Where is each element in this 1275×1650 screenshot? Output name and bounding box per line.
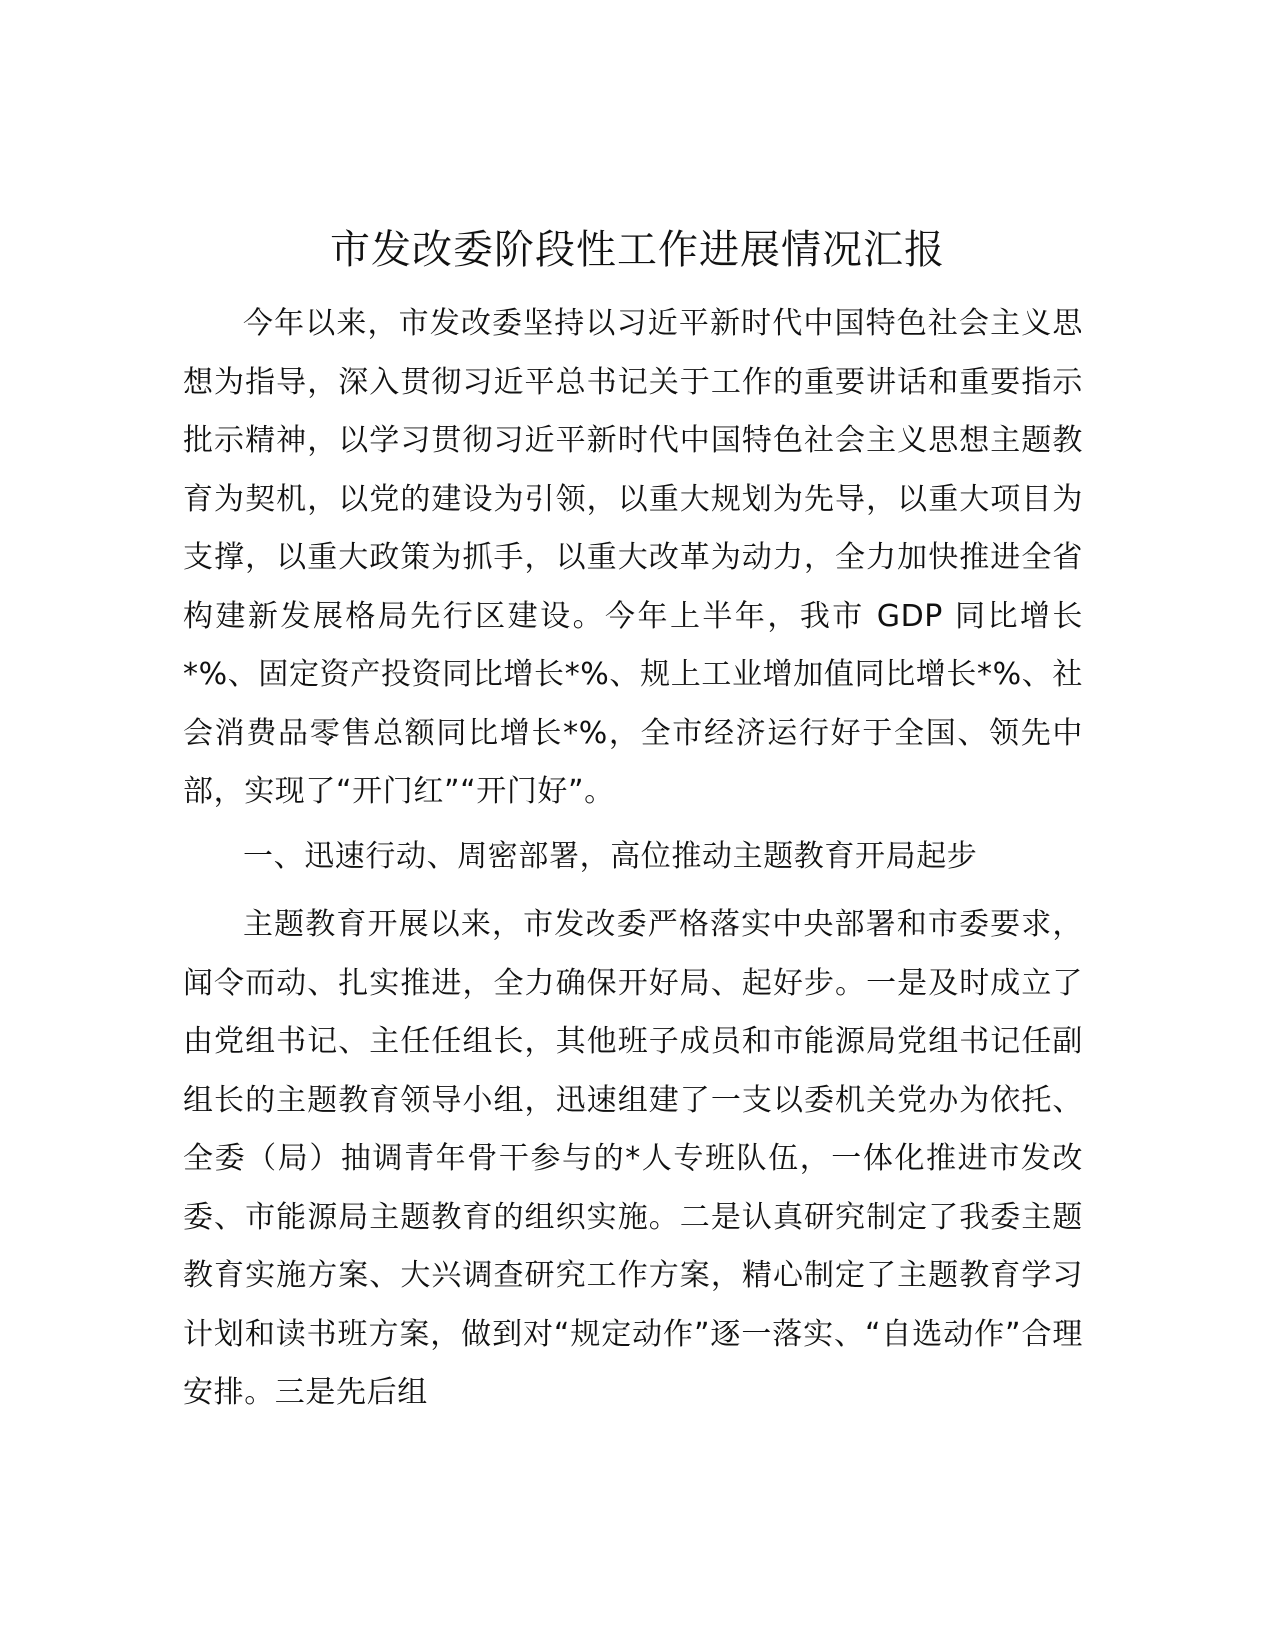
section-heading: 一、迅速行动、周密部署，高位推动主题教育开局起步 [243, 838, 978, 874]
intro-paragraph: 今年以来，市发改委坚持以习近平新时代中国特色社会主义思想为指导，深入贯彻习近平总书记关于工作的重要讲话和重要指示批示精神，以学习贯彻习近平新时代中国特色社会主义思想主题教育为契机，以党的建设为引领，以重大规划为先导，以重大项目为支撑，以重大政策为抓手，以重大改革为动力，全力加快推进全省构建新发展格局先行区建设。今年上半年，我市 GDP 同比增长*%、固定资产投资同比增长*%、规上工业增加值同比增长*%、社会消费品零售总额同比增长*%，全市经济运行好于全国、领先中部，实现了“开门红”“开门好”。 [183, 306, 1083, 809]
document-body [183, 295, 1083, 1423]
section-paragraph: 主题教育开展以来，市发改委严格落实中央部署和市委要求，闻令而动、扎实推进，全力确保开好局、起好步。一是及时成立了由党组书记、主任任组长，其他班子成员和市能源局党组书记任副组长的主题教育领导小组，迅速组建了一支以委机关党办为依托、全委（局）抽调青年骨干参与的*人专班队伍，一体化推进市发改委、市能源局主题教育的组织实施。二是认真研究制定了我委主题教育实施方案、大兴调查研究工作方案，精心制定了主题教育学习计划和读书班方案，做到对“规定动作”逐一落实、“自选动作”合理安排。三是先后组 [183, 907, 1083, 1410]
document-title: 市发改委阶段性工作进展情况汇报 [330, 227, 945, 273]
